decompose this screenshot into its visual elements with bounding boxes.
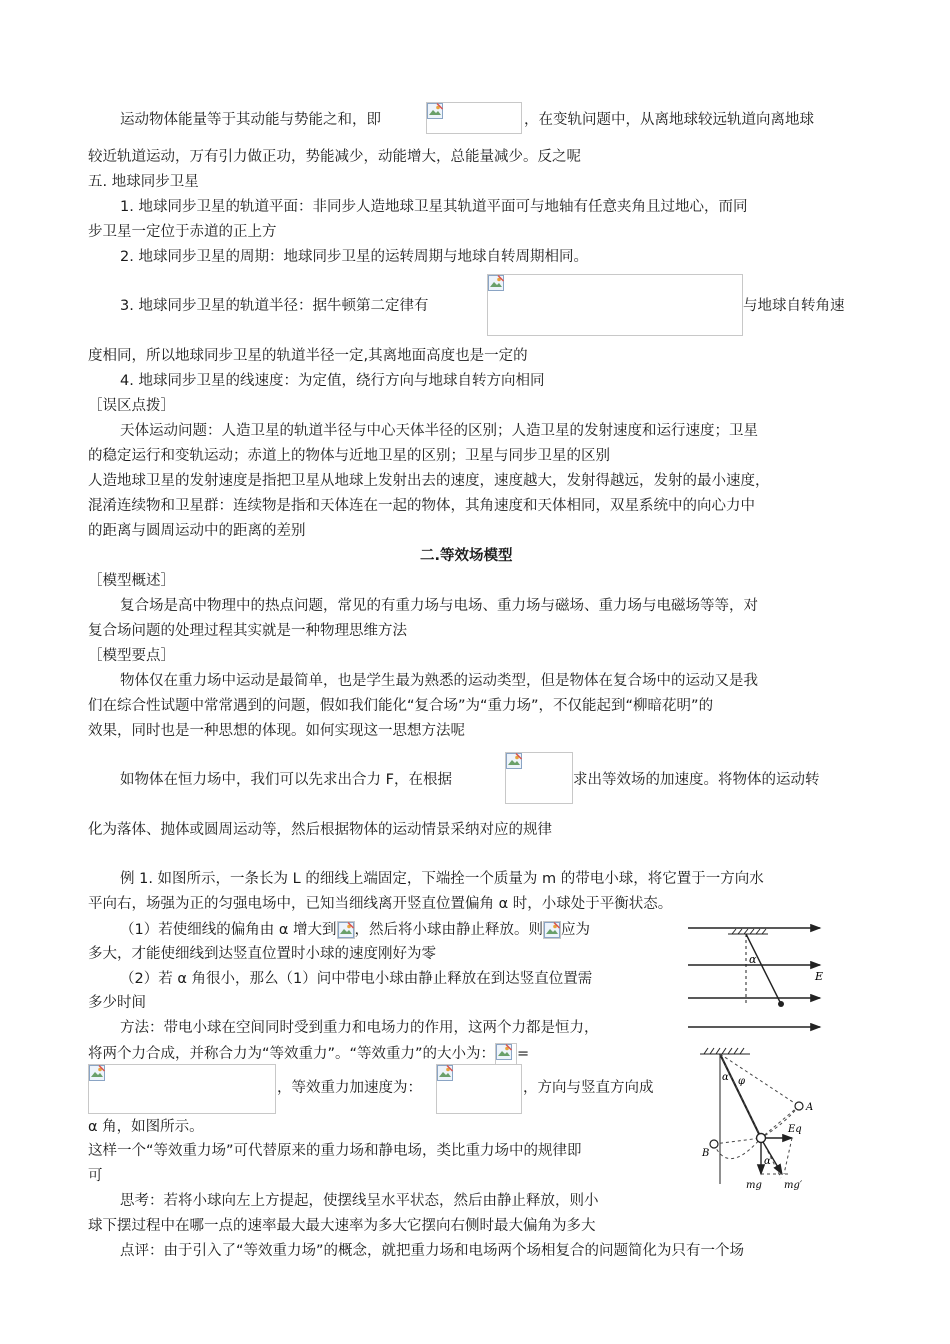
formula-image-placeholder: [495, 1043, 517, 1065]
charged-ball: [778, 1001, 784, 1007]
formula-image-placeholder: [436, 1064, 522, 1114]
text-line: 多少时间: [88, 995, 146, 1011]
text-line: 4. 地球同步卫星的线速度：为定值，绕行方向与地球自转方向相同: [120, 373, 545, 389]
equivalent-gravity-figure: [698, 1044, 828, 1192]
ceiling-hatch: [700, 1048, 750, 1054]
label-a: A: [806, 1102, 814, 1113]
text-line: 较近轨道运动，万有引力做正功，势能减少，动能增大，总能量减少。反之呢: [88, 149, 581, 165]
text-line: ［误区点拨］: [88, 398, 175, 414]
text-line: 这样一个“等效重力场”可代替原来的重力场和静电场，类比重力场中的规律即: [88, 1143, 582, 1159]
text-line: ，方向与竖直方向成: [523, 1080, 654, 1096]
dashed-b-to-ball: [714, 1138, 761, 1144]
broken-image-icon: [437, 1065, 453, 1081]
ball: [757, 1134, 766, 1143]
text-line: 例 1. 如图所示，一条长为 L 的细线上端固定，下端拴一个质量为 m 的带电小球，将它置于一方向水: [120, 871, 764, 887]
label-mg: mg: [746, 1180, 762, 1191]
text-line: 思考：若将小球向左上方提起，使摆线呈水平状态，然后由静止释放，则小: [120, 1193, 599, 1209]
text-line: （2）若 α 角很小，那么（1）问中带电小球由静止释放在到达竖直位置需: [120, 971, 593, 987]
text-line: 效果，同时也是一种思想的体现。如何实现这一思想方法呢: [88, 723, 465, 739]
formula-image-placeholder: [487, 274, 743, 336]
label-eq: Eq: [788, 1124, 802, 1135]
text-line: 混淆连续物和卫星群：连续物是指和天体连在一起的物体，其角速度和天体相同，双星系统中的向心力中: [88, 498, 755, 514]
text-line: 1. 地球同步卫星的轨道平面：非同步人造地球卫星其轨道平面可与地轴有任意夹角且过地心，而同: [120, 199, 748, 215]
text-line: 步卫星一定位于赤道的正上方: [88, 224, 277, 240]
alpha-label-bottom: α: [764, 1156, 771, 1167]
text-line: 方法：带电小球在空间同时受到重力和电场力的作用，这两个力都是恒力，: [120, 1020, 599, 1036]
text-line: ，等效重力加速度为：: [277, 1080, 422, 1096]
label-b: B: [702, 1148, 710, 1159]
text-line: 的距离与圆周运动中的距离的差别: [88, 523, 306, 539]
text-line: （1）若使细线的偏角由 α 增大到 ，然后将小球由静止释放。则 应为: [120, 922, 591, 938]
ceiling-hatch: [728, 929, 768, 934]
dashed-parallel-2: [784, 1138, 792, 1174]
alpha-label-top: α: [722, 1072, 729, 1083]
text-line: 的稳定运行和变轨运动；赤道上的物体与近地卫星的区别；卫星与同步卫星的区别: [88, 448, 610, 464]
text-line: 运动物体能量等于其动能与势能之和，即: [120, 112, 381, 128]
section-heading: 五. 地球同步卫星: [88, 174, 199, 190]
text-line: 球下摆过程中在哪一点的速率最大最大速率为多大它摆向右侧时最大偏角为多大: [88, 1218, 596, 1234]
broken-image-icon: [427, 103, 443, 119]
pendulum-field-figure: [682, 918, 827, 1036]
text-line: 物体仅在重力场中运动是最简单，也是学生最为熟悉的运动类型，但是物体在复合场中的运动又是我: [120, 673, 758, 689]
text-line: 3. 地球同步卫星的轨道半径：据牛顿第二定律有: [120, 298, 429, 314]
point-a: [795, 1102, 803, 1110]
text-line: 2. 地球同步卫星的周期：地球同步卫星的运转周期与地球自转周期相同。: [120, 249, 588, 265]
dashed-arc: [714, 1106, 799, 1159]
text-line: 度相同，所以地球同步卫星的轨道半径一定,其离地面高度也是一定的: [88, 348, 528, 364]
field-label: E: [815, 970, 824, 983]
text-line: 点评：由于引入了“等效重力场”的概念，就把重力场和电场两个场相复合的问题简化为只有一个场: [120, 1243, 745, 1259]
broken-image-icon: [338, 922, 354, 938]
text-line: ，在变轨问题中，从离地球较远轨道向离地球: [524, 112, 814, 128]
field-lines: [688, 928, 820, 1027]
broken-image-icon: [544, 922, 560, 938]
text-line: 化为落体、抛体或圆周运动等，然后根据物体的运动情景采纳对应的规律: [88, 822, 552, 838]
text-line: ［模型要点］: [88, 648, 175, 664]
formula-image-placeholder: [426, 102, 522, 134]
broken-image-icon: [496, 1044, 512, 1060]
formula-image-placeholder: [88, 1064, 276, 1114]
text-line: 与地球自转角速: [743, 298, 845, 314]
text-line: 复合场是高中物理中的热点问题，常见的有重力场与电场、重力场与磁场、重力场与电磁场等等，对: [120, 598, 758, 614]
thread: [746, 934, 780, 1002]
alpha-label: α: [749, 953, 757, 966]
broken-image-icon: [506, 753, 522, 769]
text-line: 如物体在恒力场中，我们可以先求出合力 F，在根据: [120, 772, 452, 788]
text-line: 将两个力合成，并称合力为“等效重力”。“等效重力”的大小为： =: [88, 1043, 529, 1065]
point-b: [710, 1140, 718, 1148]
label-mg-prime: mg′: [784, 1180, 803, 1191]
section-title: 二.等效场模型: [420, 548, 513, 564]
text-line: 平向右，场强为正的匀强电场中，已知当细线离开竖直位置偏角 α 时，小球处于平衡状态。: [88, 896, 673, 912]
text-line: 求出等效场的加速度。将物体的运动转: [573, 772, 820, 788]
text-line: 可: [88, 1168, 103, 1184]
formula-image-placeholder: [543, 921, 561, 939]
text-line: α 角，如图所示。: [88, 1119, 204, 1135]
broken-image-icon: [89, 1065, 105, 1081]
text-line: 复合场问题的处理过程其实就是一种物理思维方法: [88, 623, 407, 639]
formula-image-placeholder: [337, 921, 355, 939]
phi-label: φ: [738, 1076, 746, 1087]
broken-image-icon: [488, 275, 504, 291]
formula-image-placeholder: [505, 752, 573, 804]
text-line: 人造地球卫星的发射速度是指把卫星从地球上发射出去的速度，速度越大，发射得越远，发射的最小速度，: [88, 473, 770, 489]
text-line: 天体运动问题：人造卫星的轨道半径与中心天体半径的区别；人造卫星的发射速度和运行速度；卫星: [120, 423, 758, 439]
text-line: 们在综合性试题中常常遇到的问题，假如我们能化“复合场”为“重力场”，不仅能起到“柳暗花明”的: [88, 698, 714, 714]
text-line: ［模型概述］: [88, 573, 175, 589]
text-line: 多大，才能使细线到达竖直位置时小球的速度刚好为零: [88, 946, 436, 962]
